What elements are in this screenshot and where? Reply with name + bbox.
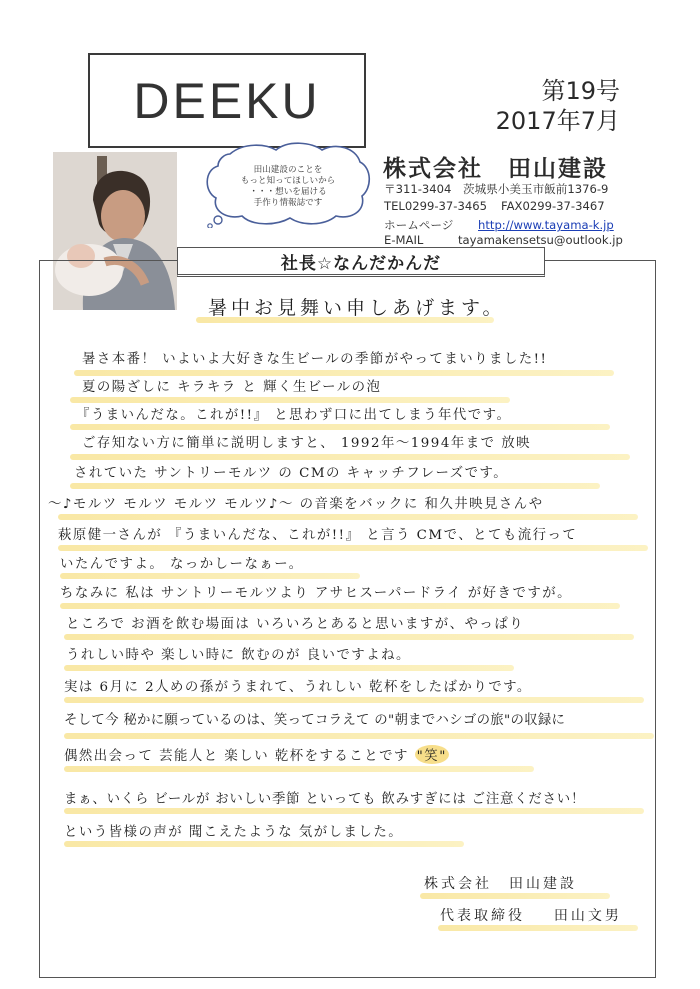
highlight-stroke — [64, 665, 514, 671]
company-email — [384, 233, 623, 247]
highlight-stroke — [70, 483, 600, 489]
letter-line: 実は 6月に 2人めの孫がうまれて、うれしい 乾杯をしたばかりです。 — [64, 680, 532, 695]
letter-line: ちなみに 私は サントリーモルツより アサヒスーパードライ が好きですが。 — [60, 586, 573, 601]
highlight-stroke — [64, 733, 654, 739]
highlight-stroke — [64, 697, 644, 703]
signature-line — [440, 905, 622, 925]
homepage-label: ホームページ — [384, 218, 454, 232]
issue-info — [496, 76, 620, 136]
highlight-stroke — [64, 766, 534, 772]
letter-line: されていた サントリーモルツ の CMの キャッチフレーズです。 — [74, 466, 509, 481]
letter-line: 偶然出会って 芸能人と 楽しい 乾杯をすることです — [64, 749, 409, 764]
signature-role: 代表取締役 — [440, 908, 525, 924]
highlight-stroke — [60, 573, 360, 579]
company-name: 株式会社 田山建設 — [383, 156, 608, 182]
company-tel: TEL0299-37-3465 — [384, 199, 487, 213]
bubble-text: 田山建設のことを もっと知ってほしいから ・・・想いを届ける 手作り情報誌です — [240, 165, 336, 208]
highlight-stroke — [438, 925, 638, 931]
company-homepage — [384, 217, 614, 233]
issue-number: 第19号 — [541, 77, 620, 105]
letter-line: まぁ、いくら ビールが おいしい季節 といっても 飲みすぎには ご注意ください！ — [64, 792, 586, 807]
laugh-mark: "笑" — [415, 745, 449, 764]
highlight-stroke — [64, 634, 634, 640]
letter-line: 『うまいんだな。これが!!』 と思わず口に出てしまう年代です。 — [76, 408, 512, 423]
company-fax: FAX0299-37-3467 — [501, 199, 605, 213]
highlight-stroke — [70, 397, 510, 403]
highlight-stroke — [60, 603, 620, 609]
letter-line: 萩原健一さんが 『うまいんだな、これが!!』 と言う CMで、とても流行って — [58, 528, 578, 543]
newsletter-title: DEEKU — [133, 72, 321, 129]
letter-line: そして今 秘かに願っているのは、笑ってコラえて の"朝までハシゴの旅"の収録に — [64, 713, 566, 728]
highlight-stroke — [70, 424, 610, 430]
newsletter-title-box — [88, 53, 366, 148]
signature-name: 田山文男 — [553, 908, 622, 924]
section-title: 社長☆なんだかんだ — [177, 247, 545, 277]
highlight-stroke — [64, 841, 464, 847]
company-phone-fax — [384, 199, 605, 213]
letter-line: 夏の陽ざしに キラキラ と 輝く生ビールの泡 — [82, 380, 382, 395]
letter-line-with-mark — [64, 745, 449, 764]
highlight-stroke — [58, 545, 648, 551]
homepage-link[interactable]: http://www.tayama-k.jp — [478, 218, 614, 232]
letter-line: という皆様の声が 聞こえたような 気がしました。 — [64, 825, 404, 840]
letter-line: ところで お酒を飲む場面は いろいろとあると思いますが、やっぱり — [66, 617, 525, 632]
letter-greeting: 暑中お見舞い申しあげます。 — [208, 297, 506, 319]
email-address[interactable]: tayamakensetsu@outlook.jp — [458, 233, 623, 247]
letter-line: ～♪モルツ モルツ モルツ モルツ♪～ の音楽をバックに 和久井映見さんや — [48, 497, 544, 512]
company-address: 〒311-3404 茨城県小美玉市飯前1376-9 — [384, 182, 609, 196]
letter-line: ご存知ない方に簡単に説明しますと、 1992年～1994年まで 放映 — [82, 436, 532, 451]
email-label: E-MAIL — [384, 233, 424, 247]
letter-line: いたんですよ。 なっかしーなぁー。 — [60, 557, 304, 572]
signature-company: 株式会社 田山建設 — [424, 876, 577, 892]
highlight-stroke — [58, 514, 638, 520]
letter-line: 暑さ本番！ いよいよ大好きな生ビールの季節がやってまいりました!! — [82, 352, 548, 367]
letter-line: うれしい時や 楽しい時に 飲むのが 良いですよね。 — [66, 648, 411, 663]
issue-date: 2017年7月 — [495, 107, 620, 135]
highlight-stroke — [70, 454, 630, 460]
highlight-stroke — [64, 808, 644, 814]
highlight-stroke — [420, 893, 610, 899]
